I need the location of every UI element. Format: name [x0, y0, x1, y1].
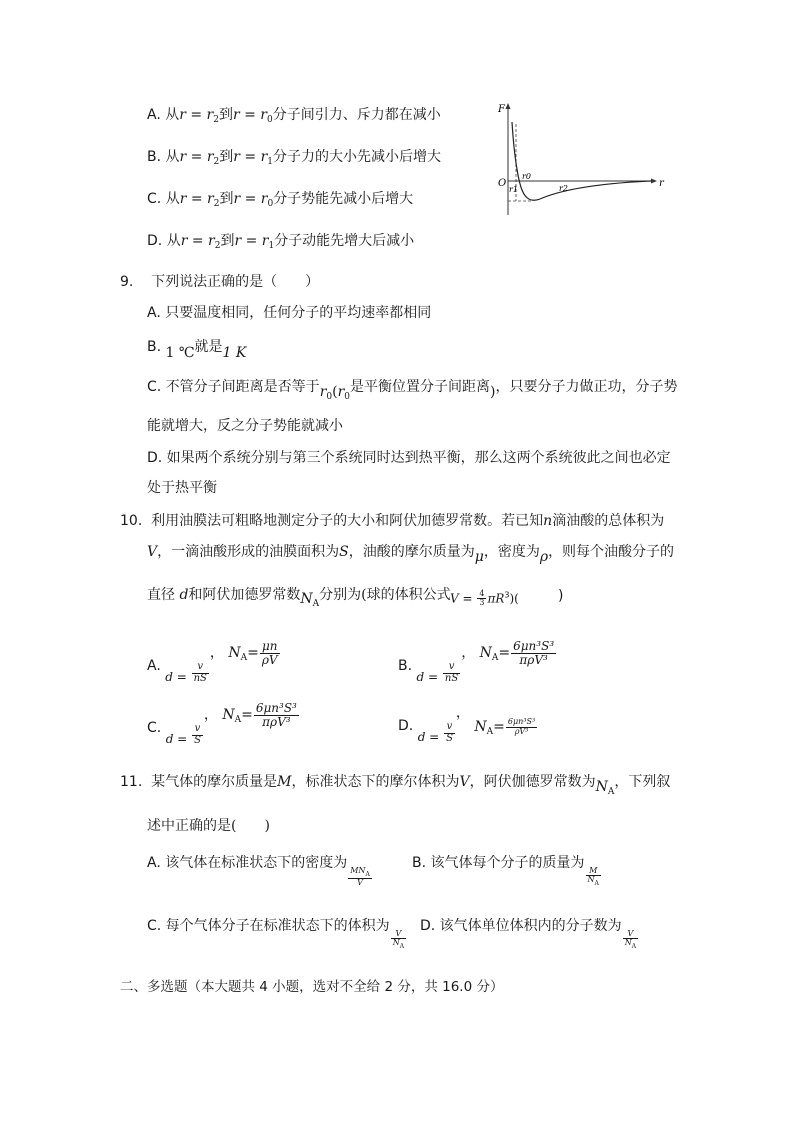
q11-option-b[interactable]: B. 该气体每个分子的质量为 $\frac{M}{N_A}$: [412, 855, 599, 888]
r1-label: r1: [509, 185, 518, 194]
q10-stem-line2: V，一滴油酸形成的油膜面积为S，油酸的摩尔质量为μ，密度为ρ，则每个油酸分子的: [147, 544, 675, 565]
q11-option-c[interactable]: C. 每个气体分子在标准状态下的体积为 $\frac{V}{N_A}$: [147, 918, 405, 951]
force-curve: [512, 122, 651, 200]
sphere-volume-formula: V = $\frac{4}{3}$ $\pi R^3$)(: [450, 589, 519, 608]
q8-option-d[interactable]: D. 从$r = r_2$到$r = r_1$分子动能先增大后减小: [147, 233, 415, 251]
r2-label: r2: [559, 184, 568, 193]
q10-answer-blank[interactable]: ): [558, 588, 564, 604]
axis-label-f: F: [498, 104, 505, 115]
q9-option-c[interactable]: C. 不管分子间距离是否等于$r_0(r_0$是平衡位置分子间距离)，只要分子力做正功，分子势: [147, 379, 678, 402]
section-2-heading: 二、多选题（本大题共 4 小题，选对不全给 2 分，共 16.0 分）: [120, 979, 504, 995]
axis-label-r: r: [659, 178, 664, 189]
q8-option-b[interactable]: B. 从$r = r_2$到$r = r_1$分子力的大小先减小后增大: [147, 149, 442, 167]
r0-label: r0: [522, 172, 531, 181]
origin-label: O: [498, 178, 507, 189]
q10-option-a[interactable]: A. d = $\frac{v}{nS}$ ， $N_A=$ $\frac{\mu n}{\rho V}$: [147, 639, 278, 685]
q11-option-a[interactable]: A. 该气体在标准状态下的密度为 $\frac{MN_A}{V}$: [147, 855, 370, 887]
q9-option-d-line2: 处于热平衡: [147, 480, 217, 496]
q9-option-a[interactable]: A. 只要温度相同，任何分子的平均速率都相同: [147, 305, 432, 321]
y-axis-arrow: [506, 103, 511, 109]
q10-stem-line1: 10. 利用油膜法可粗略地测定分子的大小和阿伏加德罗常数。若已知n滴油酸的总体积为: [120, 513, 665, 529]
q8-option-c[interactable]: C. 从$r = r_2$到$r = r_0$分子势能先减小后增大: [147, 191, 414, 209]
q9-option-d[interactable]: D. 如果两个系统分别与第三个系统同时达到热平衡，那么这两个系统彼此之间也必定: [147, 450, 671, 466]
q11-stem-line1: 11. 某气体的摩尔质量是M，标准状态下的摩尔体积为V，阿伏伽德罗常数为$N_A$，下列叙: [120, 774, 671, 797]
x-axis-arrow: [651, 179, 657, 184]
q8-option-a[interactable]: A. 从$r = r_2$到$r = r_0$分子间引力、斥力都在减小: [147, 107, 441, 125]
q10-stem-line3: 直径 d和阿伏加德罗常数$N_A$分别为(球的体积公式: [147, 587, 451, 609]
q9-option-c-line2: 能就增大，反之分子势能就减小: [147, 418, 343, 434]
q10-option-b[interactable]: B. d = $\frac{v}{nS}$ ， $N_A=$ $\frac{\text{6μn³S³}}{\text{πρV³}}$: [398, 639, 555, 685]
q10-option-d[interactable]: D. d = $\frac{v}{S}$ ， $N_A=$ $\frac{\text{6μn³S³}}{\text{ρV³}}$: [398, 705, 536, 744]
q9-option-b[interactable]: B. 1 ℃就是1 K: [147, 339, 247, 361]
q10-option-c[interactable]: C. d = $\frac{v}{S}$ ， $N_A=$ $\frac{\text{6μn³S³}}{\text{πρV³}}$: [147, 701, 297, 747]
force-distance-graph: [496, 100, 666, 220]
q11-stem-line2: 述中正确的是( ): [147, 818, 270, 834]
q9-stem: 9. 下列说法正确的是（ ）: [120, 274, 320, 290]
q11-option-d[interactable]: D. 该气体单位体积内的分子数为 $\frac{V}{N_A}$: [420, 918, 637, 951]
